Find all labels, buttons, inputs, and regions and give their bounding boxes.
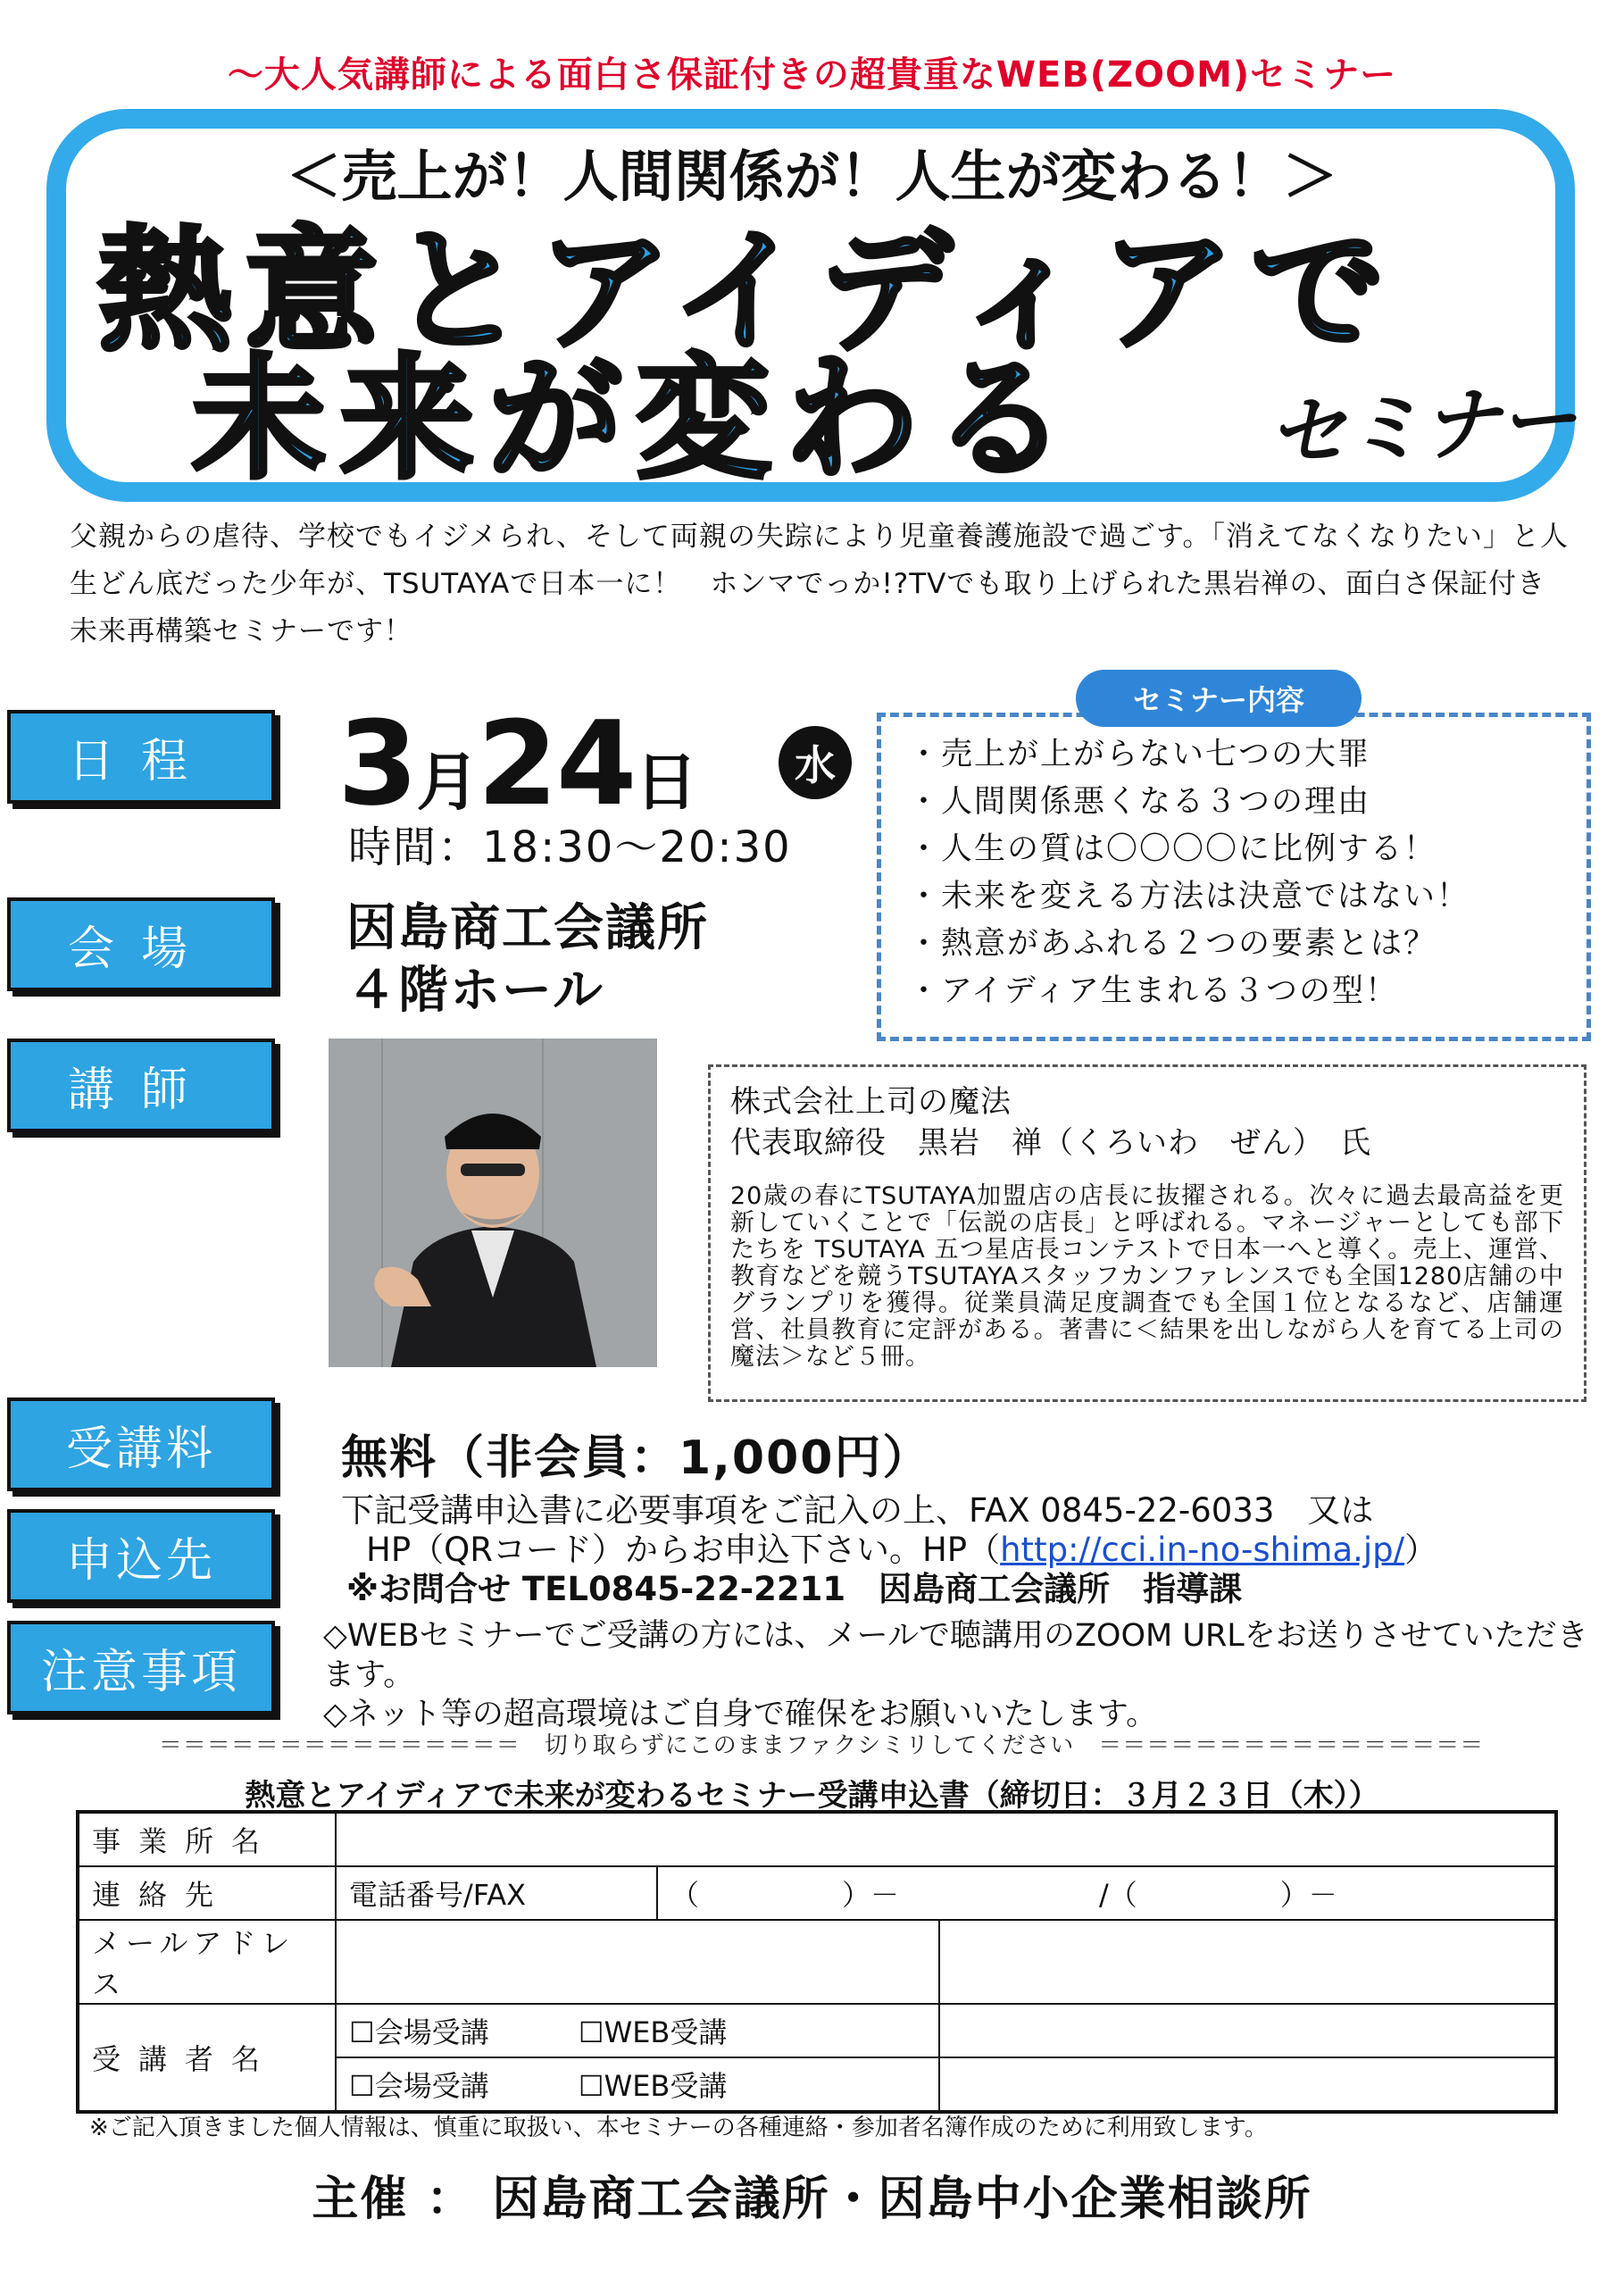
apply-line-2 [341,1531,1609,1570]
form-office-label: 事業所名 [78,1812,336,1866]
title-line-1: 熱意とアイディアで [98,214,1398,370]
apply-line-2-suffix: ） [1404,1531,1438,1569]
apply-line-3: ※お問合せ TEL0845-22-2211 因島商工会議所 指導課 [346,1570,1243,1608]
content-item: ・売上が上がらない七つの大罪 [908,737,1371,772]
seminar-contents-box [877,713,1591,1041]
checkbox-web[interactable]: ☐WEB受講 [578,2015,728,2049]
note-line-1: ◇WEBセミナーでご受講の方には、メールで聴講用のZOOM URLをお送りさせていただきます。 [323,1618,1588,1693]
subtitle: ＜売上が！人間関係が！人生が変わる！＞ [286,144,1338,209]
email-field-extra[interactable] [939,1920,1556,2004]
lecturer-name: 代表取締役 黒岩 禅（くろいわ ぜん） 氏 [730,1125,1371,1161]
date-day-unit: 日 [635,746,696,819]
attendee-name-1[interactable] [939,2004,1556,2057]
lecturer-company: 株式会社上司の魔法 [730,1084,1012,1120]
form-email-label: メールアドレス [78,1920,336,2004]
office-field[interactable] [336,1812,1556,1866]
checkbox-web[interactable]: ☐WEB受講 [578,2069,728,2103]
intro-text: 父親からの虐待、学校でもイジメられ、そして両親の失踪により児童養護施設で過ごす。「消えてなくなりたい」と人生どん底だった少年が、TSUTAYAで日本一に！ ホンマでっか!?TVでも取り上げられた黒岩禅の、面白さ保証付き未来再構築セミナーです！ [70,521,1569,647]
note-line-2: ◇ネット等の超高環境はご自身で確保をお願いいたします。 [323,1697,1158,1732]
attendee-name-2[interactable] [939,2057,1556,2112]
date-day: 24 [477,696,636,831]
seminar-contents-title: セミナー内容 [1076,670,1362,727]
lecturer-photo [329,1039,657,1367]
content-item: ・人間関係悪くなる３つの理由 [908,784,1371,820]
title-line-2: 未来が変わる [192,342,1082,497]
fee-text: 無料（非会員：1,000円） [341,1431,931,1485]
form-contact-label: 連絡先 [78,1866,336,1920]
venue-info [346,897,709,1022]
label-schedule: 日程 [7,710,275,804]
venue-line-2: ４階ホール [346,962,604,1020]
lecturer-bio: 20歳の春にTSUTAYA加盟店の店長に抜擢される。次々に過去最高益を更新していくことで「伝説の店長」と呼ばれる。マネージャーとしても部下たちを TSUTAYA 五つ星店長コンテストで日本一へと導く。売上、運営、教育などを競うTSUTAYAスタッフカンファレンスでも全国1280店舗の中グランプリを獲得。従業員満足度調査でも全国１位となるなど、店舗運営、社員教育に定評がある。著書に＜結果を出しながら人を育てる上司の魔法＞など５冊。 [730,1182,1564,1371]
venue-line-1: 因島商工会議所 [346,899,709,957]
apply-line-2-prefix: HP（QRコード）からお申込下さい。HP（ [366,1531,1001,1569]
attendee-options-2 [336,2057,939,2112]
organizer: 主催 ： 因島商工会議所・因島中小企業相談所 [312,2172,1312,2226]
checkbox-venue[interactable]: ☐会場受講 [349,2069,489,2103]
date-month-unit: 月 [416,746,478,819]
phone-label: 電話番号/FAX [336,1866,657,1920]
application-form [76,1810,1558,2114]
notes-text [323,1616,1609,1734]
label-apply: 申込先 [7,1509,275,1603]
label-fee: 受講料 [7,1397,275,1491]
checkbox-venue[interactable]: ☐会場受講 [349,2015,489,2049]
form-attendee-label: 受講者名 [78,2004,336,2112]
content-item: ・人生の質は〇〇〇〇に比例する！ [908,831,1437,867]
form-title: 熱意とアイディアで未来が変わるセミナー受講申込書（締切日：３月２３日（木）） [245,1778,1379,1814]
apply-line-1: 下記受講申込書に必要事項をご記入の上、FAX 0845-22-6033 又は [341,1491,1374,1530]
label-venue: 会場 [7,897,275,991]
lecturer-bio-box [708,1064,1587,1402]
website-link[interactable]: http://cci.in-no-shima.jp/ [1000,1531,1405,1569]
attendee-options-1 [336,2004,939,2057]
lecturer-photo-illustration [329,1039,657,1367]
content-item: ・熱意があふれる２つの要素とは？ [908,926,1437,962]
weekday-badge: 水 [779,726,852,799]
title-suffix: セミナー [1265,372,1578,480]
event-time: 時間：18:30〜20:30 [348,822,792,872]
date-month: 3 [337,696,417,831]
apply-info [341,1491,1609,1609]
email-field[interactable] [336,1920,939,2004]
label-notes: 注意事項 [7,1621,275,1714]
privacy-note: ※ご記入頂きました個人情報は、慎重に取扱い、本セミナーの各種連絡・参加者名簿作成のために利用致します。 [89,2115,1268,2141]
content-item: ・アイディア生まれる３つの型！ [908,973,1399,1009]
phone-field[interactable]: （ ）－ /（ ）－ [657,1866,1556,1920]
label-lecturer: 講師 [7,1039,275,1132]
cut-line: ＝＝＝＝＝＝＝＝＝＝＝＝＝＝＝ 切り取らずにこのままファクシミリしてください ＝＝＝＝＝＝＝＝＝＝＝＝＝＝＝＝ [158,1732,1485,1759]
content-item: ・未来を変える方法は決意ではない！ [908,879,1470,914]
tagline: 〜大人気講師による面白さ保証付きの超貴重なWEB(ZOOM)セミナー [227,54,1397,96]
